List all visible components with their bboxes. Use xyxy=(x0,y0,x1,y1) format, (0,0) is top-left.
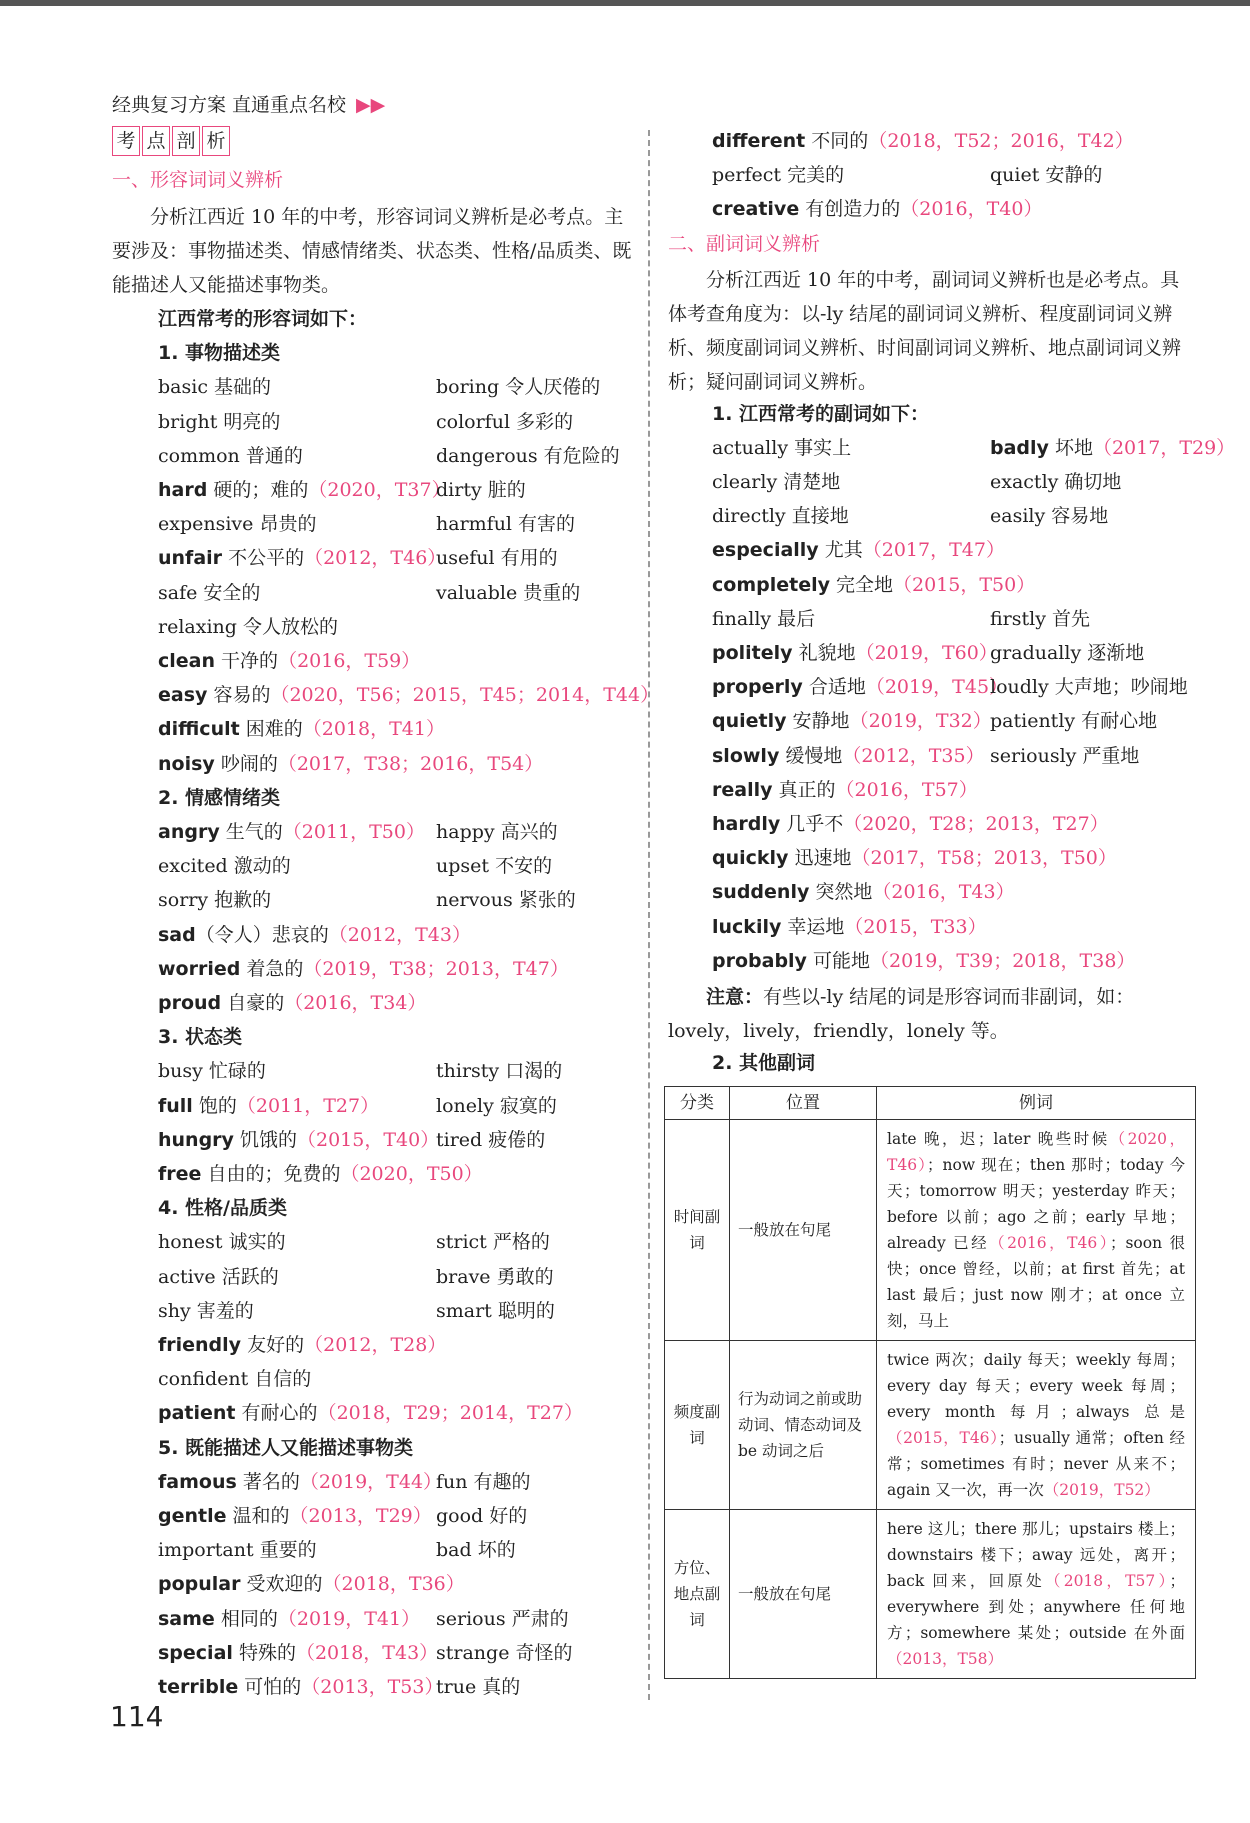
word-entry xyxy=(158,954,569,981)
word-entry xyxy=(712,467,840,494)
exam-ref: （2018，T43） xyxy=(295,1641,439,1664)
word-meaning: good 好的 xyxy=(436,1505,528,1527)
exam-ref: （2019，T39；2018，T38） xyxy=(870,949,1136,972)
kaodian-char: 点 xyxy=(142,126,170,156)
exam-ref: （2015，T33） xyxy=(844,915,987,938)
word-entry xyxy=(158,1125,439,1152)
word-entry xyxy=(436,1296,555,1323)
word-meaning: 自豪的 xyxy=(221,992,285,1014)
word-meaning: 礼貌地 xyxy=(792,642,856,664)
word-meaning: clearly 清楚地 xyxy=(712,471,841,493)
word-bold: noisy xyxy=(158,752,215,775)
intro-line: 江西常考的形容词如下： xyxy=(158,308,368,330)
word-entry xyxy=(158,1398,583,1425)
word-bold: slowly xyxy=(712,744,780,767)
cell-examples xyxy=(877,1341,1196,1510)
word-entry xyxy=(158,885,271,912)
word-meaning: 饱的 xyxy=(192,1094,237,1117)
exam-ref: （2019，T38；2013，T47） xyxy=(303,957,569,980)
word-meaning: （令人）悲哀的 xyxy=(195,923,329,946)
word-meaning: tired 疲倦的 xyxy=(436,1128,546,1151)
word-entry xyxy=(158,372,271,399)
exam-ref: （2019，T44） xyxy=(299,1470,443,1493)
word-meaning: relaxing 令人放松的 xyxy=(158,615,338,638)
cell-position: 一般放在句尾 xyxy=(730,1510,877,1679)
word-entry xyxy=(158,988,426,1015)
word-entry xyxy=(712,638,998,665)
word-meaning: 迅速地 xyxy=(788,847,852,870)
word-meaning: busy 忙碌的 xyxy=(158,1060,266,1083)
word-entry xyxy=(158,1364,311,1391)
word-entry xyxy=(712,706,992,733)
table-row xyxy=(665,1341,1196,1510)
example-text: ；soon 很快；once 曾经，以前；at first 首先；at last 最后；just now 刚才；at once 立刻，马上 xyxy=(887,1234,1185,1330)
word-entry xyxy=(990,501,1108,528)
word-entry xyxy=(436,851,552,878)
word-entry xyxy=(712,843,1117,870)
word-entry xyxy=(436,1227,550,1254)
exam-ref: （2016，T43） xyxy=(872,881,1015,904)
word-entry xyxy=(712,809,1109,836)
paragraph: 分析江西近 10 年的中考，形容词词义辨析是必考点。主要涉及：事物描述类、情感情绪类、状态类、性格/品质类、既能描述人又能描述事物类。 xyxy=(112,206,632,296)
word-meaning: boring 令人厌倦的 xyxy=(436,376,601,399)
word-entry xyxy=(158,1091,379,1118)
word-meaning: 缓慢地 xyxy=(779,744,843,767)
example-text: here 这儿；there 那儿；upstairs 楼上；downstairs 楼下；away 远处，离开；back 回来，回原处 xyxy=(887,1520,1185,1590)
word-bold: special xyxy=(158,1641,233,1664)
word-meaning: happy 高兴的 xyxy=(436,821,558,843)
word-entry xyxy=(158,1227,286,1254)
word-meaning: 几乎不 xyxy=(780,813,844,835)
word-bold: full xyxy=(158,1094,193,1117)
word-meaning: firstly 首先 xyxy=(990,607,1090,630)
word-meaning: actually 事实上 xyxy=(712,436,852,459)
word-meaning: useful 有用的 xyxy=(436,547,558,570)
word-entry xyxy=(158,680,659,707)
top-border xyxy=(0,0,1250,6)
exam-ref: （2016，T57） xyxy=(835,778,978,801)
word-entry xyxy=(990,467,1121,494)
word-meaning: 坏地 xyxy=(1048,436,1093,459)
word-meaning: exactly 确切地 xyxy=(990,471,1122,493)
category-title: 5. 既能描述人又能描述事物类 xyxy=(158,1436,414,1459)
exam-ref: （2015，T46） xyxy=(887,1429,999,1447)
word-bold: angry xyxy=(158,821,220,843)
word-entry xyxy=(158,475,451,502)
word-meaning: 困难的 xyxy=(239,718,303,741)
exam-ref: （2018，T41） xyxy=(302,718,445,741)
word-meaning: dangerous 有危险的 xyxy=(436,444,620,467)
word-meaning: 受欢迎的 xyxy=(240,1573,323,1596)
word-bold: quietly xyxy=(712,710,787,733)
word-entry xyxy=(990,604,1090,631)
word-meaning: 生气的 xyxy=(219,821,283,843)
word-meaning: harmful 有害的 xyxy=(436,513,576,536)
word-entry xyxy=(712,877,1015,904)
table-header: 位置 xyxy=(730,1087,877,1120)
word-entry xyxy=(158,749,543,776)
word-entry xyxy=(436,1056,562,1083)
word-entry xyxy=(436,441,620,468)
word-meaning: serious 严肃的 xyxy=(436,1607,569,1630)
word-bold: properly xyxy=(712,676,803,699)
word-meaning: loudly 大声地；吵闹地 xyxy=(990,676,1188,699)
word-bold: hardly xyxy=(712,813,781,835)
word-meaning: true 真的 xyxy=(436,1676,521,1698)
word-meaning: 著名的 xyxy=(236,1470,300,1493)
word-meaning: 着急的 xyxy=(240,957,304,980)
section-title: 一、形容词词义辨析 xyxy=(112,169,284,191)
word-bold: creative xyxy=(712,198,800,221)
word-meaning: dirty 脏的 xyxy=(436,479,526,501)
word-meaning: 不公平的 xyxy=(222,547,305,570)
word-meaning: safe 安全的 xyxy=(158,581,261,604)
word-entry xyxy=(436,1638,572,1665)
table-header: 分类 xyxy=(665,1087,730,1120)
word-bold: terrible xyxy=(158,1676,239,1698)
exam-ref: （2013，T58） xyxy=(887,1650,1004,1668)
word-entry xyxy=(436,543,558,570)
word-meaning: 容易的 xyxy=(207,684,271,707)
word-entry xyxy=(158,441,303,468)
word-meaning: smart 聪明的 xyxy=(436,1299,555,1322)
word-entry xyxy=(158,920,471,947)
exam-ref: （2013，T29） xyxy=(289,1505,432,1527)
word-entry xyxy=(436,475,526,502)
word-bold: famous xyxy=(158,1470,237,1493)
cell-category: 频度副词 xyxy=(665,1341,730,1510)
word-entry xyxy=(712,501,849,528)
word-bold: easy xyxy=(158,684,208,707)
word-entry xyxy=(712,775,978,802)
word-bold: politely xyxy=(712,642,793,664)
word-meaning: 特殊的 xyxy=(232,1641,296,1664)
exam-ref: （2012，T46） xyxy=(304,547,447,570)
cell-category: 方位、地点副词 xyxy=(665,1510,730,1679)
word-bold: hungry xyxy=(158,1128,234,1151)
word-entry xyxy=(436,817,558,844)
word-bold: clean xyxy=(158,650,216,672)
category-title: 1. 江西常考的副词如下： xyxy=(712,402,930,425)
word-entry xyxy=(158,1467,442,1494)
word-entry xyxy=(158,543,446,570)
word-entry xyxy=(158,1535,317,1562)
section-title: 二、副词词义辨析 xyxy=(668,232,821,255)
word-meaning: gradually 逐渐地 xyxy=(990,642,1145,664)
word-bold: probably xyxy=(712,949,807,972)
word-entry xyxy=(436,1262,554,1289)
word-entry xyxy=(712,535,1005,562)
word-meaning: patiently 有耐心地 xyxy=(990,710,1158,733)
word-meaning: active 活跃的 xyxy=(158,1265,279,1288)
example-text: ；usually 通常；often 经常；sometimes 有时；never 从来不；again 又一次，再一次 xyxy=(887,1429,1186,1499)
word-meaning: 自由的；免费的 xyxy=(201,1163,341,1185)
word-meaning: 硬的；难的 xyxy=(207,479,309,501)
word-entry xyxy=(436,372,600,399)
word-entry xyxy=(436,1672,520,1699)
exam-ref: （2019，T32） xyxy=(849,710,992,733)
word-entry xyxy=(712,160,844,187)
word-meaning: 友好的 xyxy=(241,1334,305,1356)
word-meaning: fun 有趣的 xyxy=(436,1470,531,1493)
word-entry xyxy=(158,1672,444,1699)
word-entry xyxy=(712,946,1135,973)
exam-ref: （2020，T50） xyxy=(340,1163,483,1185)
word-meaning: sorry 抱歉的 xyxy=(158,889,272,912)
word-entry xyxy=(712,433,851,460)
word-bold: hard xyxy=(158,479,208,501)
word-bold: same xyxy=(158,1607,215,1630)
exam-ref: （2018，T52；2016，T42） xyxy=(868,130,1134,152)
word-meaning: brave 勇敢的 xyxy=(436,1265,554,1288)
word-meaning: 吵闹的 xyxy=(214,752,278,775)
note xyxy=(668,980,1188,1048)
word-meaning: thirsty 口渴的 xyxy=(436,1060,563,1083)
note-text: 有些以-ly 结尾的词是形容词而非副词，如：lovely，lively，friendly，lonely 等。 xyxy=(668,986,1135,1042)
cell-category: 时间副词 xyxy=(665,1120,730,1341)
exam-ref: （2015，T40） xyxy=(296,1128,440,1151)
word-entry xyxy=(158,1330,446,1357)
word-entry xyxy=(712,912,987,939)
word-bold: friendly xyxy=(158,1334,242,1356)
word-entry xyxy=(712,126,1134,153)
word-entry xyxy=(158,612,338,639)
note-label: 注意： xyxy=(706,986,764,1008)
category-title: 2. 情感情绪类 xyxy=(158,786,281,809)
exam-ref: （2019，T60） xyxy=(855,642,998,664)
word-entry xyxy=(990,741,1139,768)
exam-ref: （2018，T57） xyxy=(1044,1572,1170,1590)
kaodian-box xyxy=(112,126,230,156)
word-bold: worried xyxy=(158,957,241,980)
word-meaning: easily 容易地 xyxy=(990,505,1109,528)
word-entry xyxy=(158,851,291,878)
word-entry xyxy=(158,1159,483,1186)
word-bold: popular xyxy=(158,1573,241,1596)
exam-ref: （2016，T59） xyxy=(278,650,421,672)
word-entry xyxy=(158,1501,432,1528)
word-entry xyxy=(436,1604,569,1631)
word-meaning: 突然地 xyxy=(809,881,873,904)
word-meaning: important 重要的 xyxy=(158,1539,317,1562)
word-meaning: lonely 寂寞的 xyxy=(436,1094,557,1117)
word-meaning: common 普通的 xyxy=(158,444,303,467)
kaodian-char: 析 xyxy=(202,126,230,156)
example-text: twice 两次；daily 每天；weekly 每周；every day 每天；every week 每周；every month 每月；always 总是 xyxy=(887,1351,1185,1421)
category-title: 1. 事物描述类 xyxy=(158,342,281,365)
word-meaning: 可怕的 xyxy=(238,1676,302,1698)
adverb-table-wrap xyxy=(664,1086,1196,1679)
word-meaning: confident 自信的 xyxy=(158,1368,312,1391)
word-bold: badly xyxy=(990,436,1049,459)
word-meaning: 尤其 xyxy=(818,539,863,562)
word-meaning: 安静地 xyxy=(786,710,850,733)
word-entry xyxy=(990,672,1188,699)
word-meaning: expensive 昂贵的 xyxy=(158,513,317,536)
word-meaning: seriously 严重地 xyxy=(990,744,1140,767)
word-bold: really xyxy=(712,778,773,801)
word-bold: luckily xyxy=(712,915,782,938)
word-bold: different xyxy=(712,130,806,152)
exam-ref: （2017，T47） xyxy=(862,539,1005,562)
exam-ref: （2011，T27） xyxy=(236,1094,380,1117)
word-entry xyxy=(158,646,420,673)
word-meaning: honest 诚实的 xyxy=(158,1231,286,1254)
word-meaning: basic 基础的 xyxy=(158,376,271,399)
cell-position: 一般放在句尾 xyxy=(730,1120,877,1341)
word-entry xyxy=(436,1091,557,1118)
exam-ref: （2019，T45） xyxy=(865,676,1009,699)
exam-ref: （2012，T35） xyxy=(842,744,985,767)
word-bold: suddenly xyxy=(712,881,810,904)
word-entry xyxy=(158,714,445,741)
word-bold: free xyxy=(158,1163,202,1185)
exam-ref: （2020，T37） xyxy=(308,479,451,501)
word-bold: gentle xyxy=(158,1505,227,1527)
category-title: 2. 其他副词 xyxy=(712,1052,816,1074)
word-entry xyxy=(436,509,575,536)
word-bold: completely xyxy=(712,573,830,596)
word-meaning: 幸运地 xyxy=(781,915,845,938)
exam-ref: （2016，T34） xyxy=(284,992,427,1014)
word-entry xyxy=(436,407,573,434)
page-number: 114 xyxy=(110,1700,164,1733)
table-row xyxy=(665,1120,1196,1341)
word-entry xyxy=(158,578,260,605)
word-entry xyxy=(712,741,985,768)
exam-ref: （2017，T38；2016，T54） xyxy=(277,752,544,775)
word-entry xyxy=(158,407,280,434)
example-text: ；now 现在；then 那时；today 今天；tomorrow 明天；yesterday 昨天；before 以前；ago 之前；early 早地；already 已经 xyxy=(887,1156,1185,1252)
word-entry xyxy=(990,638,1144,665)
word-meaning: excited 激动的 xyxy=(158,855,291,878)
word-meaning: 完全地 xyxy=(829,573,894,596)
word-entry xyxy=(436,1125,545,1152)
word-meaning: strange 奇怪的 xyxy=(436,1641,573,1664)
word-meaning: valuable 贵重的 xyxy=(436,581,581,604)
exam-ref: （2015，T50） xyxy=(893,573,1036,596)
word-bold: proud xyxy=(158,992,222,1014)
category-title: 4. 性格/品质类 xyxy=(158,1197,287,1220)
word-meaning: bright 明亮的 xyxy=(158,410,281,433)
exam-ref: （2020，T46） xyxy=(887,1130,1185,1174)
word-entry xyxy=(990,706,1157,733)
word-meaning: 干净的 xyxy=(215,650,279,672)
exam-ref: （2020，T28；2013，T27） xyxy=(843,813,1109,835)
exam-ref: （2016，T46） xyxy=(989,1234,1110,1252)
kaodian-char: 考 xyxy=(112,126,140,156)
word-bold: sad xyxy=(158,923,196,946)
word-bold: unfair xyxy=(158,547,223,570)
word-entry xyxy=(158,1296,254,1323)
exam-ref: （2019，T41） xyxy=(277,1607,421,1630)
word-meaning: 有创造力的 xyxy=(799,198,901,221)
word-meaning: nervous 紧张的 xyxy=(436,889,576,912)
word-bold: especially xyxy=(712,539,819,562)
word-entry xyxy=(712,604,815,631)
word-entry xyxy=(436,885,576,912)
word-meaning: 相同的 xyxy=(214,1607,278,1630)
word-entry xyxy=(158,509,316,536)
word-meaning: upset 不安的 xyxy=(436,855,553,878)
word-meaning: 温和的 xyxy=(226,1505,290,1527)
word-meaning: 饥饿的 xyxy=(233,1128,297,1151)
exam-ref: （2020，T56；2015，T45；2014，T44） xyxy=(270,684,660,707)
exam-ref: （2016，T40） xyxy=(900,198,1043,221)
exam-ref: （2012，T43） xyxy=(328,923,471,946)
word-meaning: 真正的 xyxy=(772,778,836,801)
word-meaning: 合适地 xyxy=(802,676,866,699)
header-arrow-icon: ▶▶ xyxy=(356,94,386,116)
word-entry xyxy=(436,1535,516,1562)
category-title: 3. 状态类 xyxy=(158,1026,243,1049)
table-row xyxy=(665,1510,1196,1679)
exam-ref: （2011，T50） xyxy=(282,821,425,843)
exam-ref: （2017，T58；2013，T50） xyxy=(851,847,1117,870)
word-meaning: quiet 安静的 xyxy=(990,164,1103,187)
example-text: late 晚，迟；later 晚些时候 xyxy=(887,1130,1110,1148)
column-divider xyxy=(648,130,650,1700)
kaodian-char: 剖 xyxy=(172,126,200,156)
word-meaning: 不同的 xyxy=(805,130,869,152)
word-entry xyxy=(712,570,1035,597)
paragraph: 分析江西近 10 年的中考，副词词义辨析也是必考点。具体考查角度为：以-ly 结尾的副词词义辨析、程度副词词义辨析、频度副词词义辨析、时间副词词义辨析、地点副词词义辨析；疑问副词词义辨析。 xyxy=(668,268,1182,393)
exam-ref: （2017，T29） xyxy=(1092,436,1236,459)
word-meaning: bad 坏的 xyxy=(436,1539,516,1562)
word-entry xyxy=(436,1501,527,1528)
header-text: 经典复习方案 直通重点名校 xyxy=(112,94,347,116)
word-entry xyxy=(158,1638,438,1665)
cell-position: 行为动词之前或助动词、情态动词及 be 动词之后 xyxy=(730,1341,877,1510)
word-meaning: 可能地 xyxy=(806,949,870,972)
cell-examples xyxy=(877,1120,1196,1341)
word-entry xyxy=(712,672,1008,699)
word-meaning: colorful 多彩的 xyxy=(436,410,574,433)
word-entry xyxy=(436,1467,531,1494)
adverb-table xyxy=(664,1086,1196,1679)
word-meaning: strict 严格的 xyxy=(436,1231,550,1254)
word-meaning: finally 最后 xyxy=(712,607,816,630)
word-bold: quickly xyxy=(712,847,789,870)
word-entry xyxy=(990,160,1102,187)
exam-ref: （2013，T53） xyxy=(301,1676,444,1698)
word-entry xyxy=(990,433,1235,460)
cell-examples xyxy=(877,1510,1196,1679)
word-meaning: 有耐心的 xyxy=(235,1402,318,1425)
word-meaning: directly 直接地 xyxy=(712,505,849,528)
word-meaning: perfect 完美的 xyxy=(712,164,845,187)
exam-ref: （2019，T52） xyxy=(1043,1481,1160,1499)
word-entry xyxy=(158,817,425,844)
word-entry xyxy=(158,1262,279,1289)
word-entry xyxy=(712,194,1042,221)
exam-ref: （2018，T36） xyxy=(322,1573,465,1596)
word-entry xyxy=(158,1604,420,1631)
page-header xyxy=(112,90,385,117)
word-bold: patient xyxy=(158,1402,236,1425)
word-meaning: shy 害羞的 xyxy=(158,1299,254,1322)
table-header: 例词 xyxy=(877,1087,1196,1120)
word-entry xyxy=(158,1569,465,1596)
word-entry xyxy=(158,1056,266,1083)
word-entry xyxy=(436,578,580,605)
word-bold: difficult xyxy=(158,718,240,741)
exam-ref: （2018，T29；2014，T27） xyxy=(317,1402,583,1425)
example-text: ；everywhere 到处；anywhere 任何地方；somewhere 某处；outside 在外面 xyxy=(887,1572,1185,1642)
exam-ref: （2012，T28） xyxy=(304,1334,447,1356)
